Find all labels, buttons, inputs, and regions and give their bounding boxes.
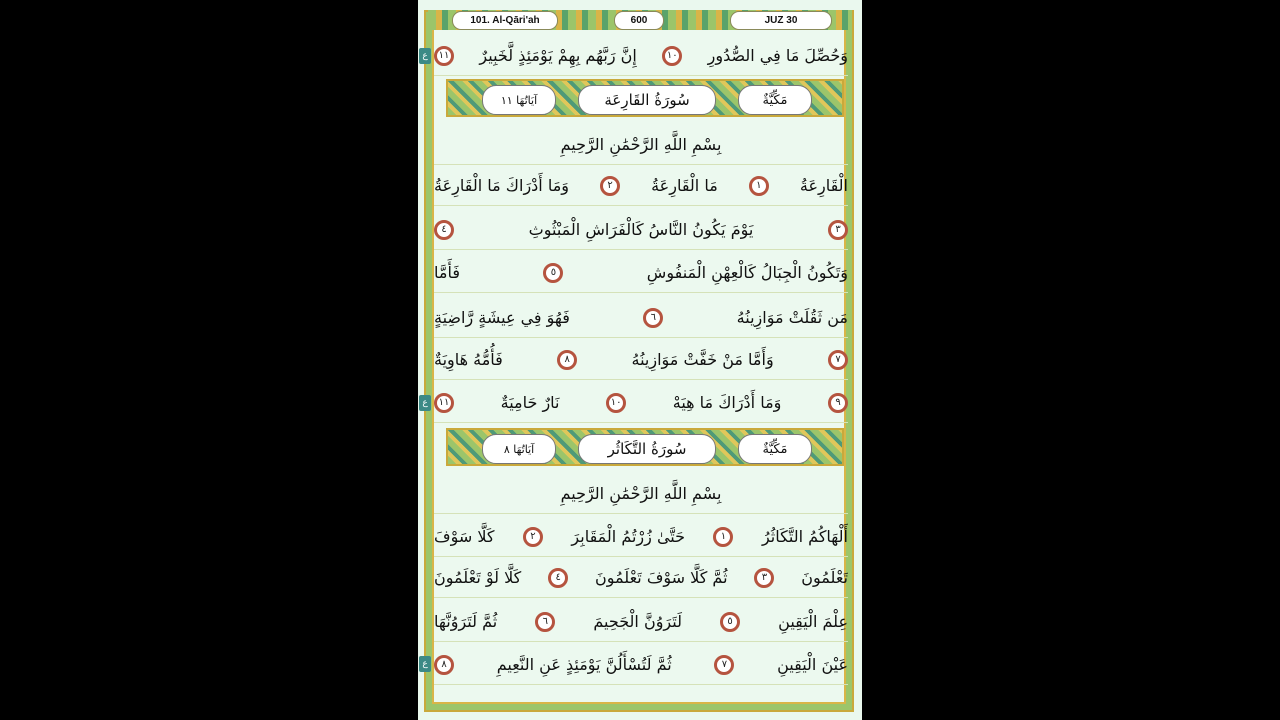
surah-name: سُورَةُ القَارِعَة	[578, 85, 716, 115]
ayah-number-marker: ٦	[643, 308, 663, 328]
verse-line	[434, 645, 848, 685]
verse-text: ثُمَّ كَلَّا سَوْفَ تَعْلَمُونَ	[595, 568, 728, 587]
ayah-number-marker: ٩	[828, 393, 848, 413]
verse-line	[434, 210, 848, 250]
ayah-number-marker: ٧	[714, 655, 734, 675]
ayah-number-marker: ٣	[828, 220, 848, 240]
verse-line	[434, 383, 848, 423]
ayah-number-marker: ٥	[720, 612, 740, 632]
ayah-number-marker: ٥	[543, 263, 563, 283]
basmala-text: بِسْمِ اللَّهِ الرَّحْمَٰنِ الرَّحِيمِ	[560, 484, 722, 503]
ayah-number-marker: ١١	[434, 393, 454, 413]
ayah-number-marker: ٣	[754, 568, 774, 588]
basmala	[434, 125, 848, 165]
basmala-text: بِسْمِ اللَّهِ الرَّحْمَٰنِ الرَّحِيمِ	[560, 135, 722, 154]
ayah-number-marker: ١١	[434, 46, 454, 66]
verse-text: أَلْهَاكُمُ التَّكَاثُرُ	[761, 527, 848, 546]
verse-text: مَا الْقَارِعَةُ	[651, 176, 718, 195]
surah-header-takathur	[446, 428, 844, 466]
ayah-number-marker: ٨	[557, 350, 577, 370]
quran-page	[418, 0, 862, 720]
verse-text: عَيْنَ الْيَقِينِ	[777, 655, 848, 674]
ayah-number-marker: ٨	[434, 655, 454, 675]
ayat-count: آيَاتُهَا ١١	[482, 85, 556, 115]
verse-text: وَمَا أَدْرَاكَ مَا الْقَارِعَةُ	[434, 176, 569, 195]
verse-line	[434, 558, 848, 598]
rub-marker: ع	[419, 48, 431, 64]
page-number: 600	[614, 11, 664, 30]
verse-text: لَتَرَوُنَّ الْجَحِيمَ	[593, 612, 682, 631]
verse-text: نَارٌ حَامِيَةٌ	[500, 393, 560, 412]
surah-name: سُورَةُ التَّكَاثُر	[578, 434, 716, 464]
verse-line	[434, 298, 848, 338]
verse-text: ثُمَّ لَتُسْأَلُنَّ يَوْمَئِذٍ عَنِ النَّعِيمِ	[496, 655, 672, 674]
verse-text: تَعْلَمُونَ	[801, 568, 848, 587]
verse-text: إِنَّ رَبَّهُم بِهِمْ يَوْمَئِذٍ لَّخَبِيرٌ	[479, 46, 637, 65]
verse-text: وَأَمَّا مَنْ خَفَّتْ مَوَازِينُهُ	[631, 350, 774, 369]
verse-text: وَحُصِّلَ مَا فِي الصُّدُورِ	[707, 46, 848, 65]
surah-label: 101. Al-Qāri'ah	[452, 11, 558, 30]
verse-text: فَأُمُّهُ هَاوِيَةٌ	[434, 350, 503, 369]
verse-text: عِلْمَ الْيَقِينِ	[778, 612, 848, 631]
revelation-type: مَكِّيَّةٌ	[738, 434, 812, 464]
ayah-number-marker: ٦	[535, 612, 555, 632]
verse-line	[434, 36, 848, 76]
ayah-number-marker: ٧	[828, 350, 848, 370]
verse-text: ثُمَّ لَتَرَوُنَّهَا	[434, 612, 498, 631]
ayah-number-marker: ١	[713, 527, 733, 547]
verse-line	[434, 602, 848, 642]
ayah-number-marker: ٢	[523, 527, 543, 547]
verse-line	[434, 253, 848, 293]
verse-text: فَأَمَّا	[434, 263, 460, 282]
ayah-number-marker: ١٠	[662, 46, 682, 66]
surah-header-qariah	[446, 79, 844, 117]
verse-text: كَلَّا سَوْفَ	[434, 527, 495, 546]
ayah-number-marker: ٤	[548, 568, 568, 588]
ayah-number-marker: ١	[749, 176, 769, 196]
verse-text: وَمَا أَدْرَاكَ مَا هِيَهْ	[672, 393, 782, 412]
revelation-type: مَكِّيَّةٌ	[738, 85, 812, 115]
ayah-number-marker: ٢	[600, 176, 620, 196]
verse-text: مَن ثَقُلَتْ مَوَازِينُهُ	[736, 308, 848, 327]
verse-text: فَهُوَ فِي عِيشَةٍ رَّاضِيَةٍ	[434, 308, 570, 327]
ayah-number-marker: ١٠	[606, 393, 626, 413]
verse-text: وَتَكُونُ الْجِبَالُ كَالْعِهْنِ الْمَنفُوشِ	[646, 263, 848, 282]
ayah-number-marker: ٤	[434, 220, 454, 240]
rub-marker: ع	[419, 656, 431, 672]
juz-label: JUZ 30	[730, 11, 832, 30]
verse-text: حَتَّىٰ زُرْتُمُ الْمَقَابِرَ	[571, 527, 686, 546]
ayat-count: آيَاتُهَا ٨	[482, 434, 556, 464]
basmala	[434, 474, 848, 514]
verse-text: الْقَارِعَةُ	[799, 176, 848, 195]
verse-text: يَوْمَ يَكُونُ النَّاسُ كَالْفَرَاشِ الْمَبْثُوثِ	[528, 220, 754, 239]
verse-line	[434, 166, 848, 206]
rub-marker: ع	[419, 395, 431, 411]
verse-line	[434, 517, 848, 557]
verse-line	[434, 340, 848, 380]
verse-text: كَلَّا لَوْ تَعْلَمُونَ	[434, 568, 522, 587]
